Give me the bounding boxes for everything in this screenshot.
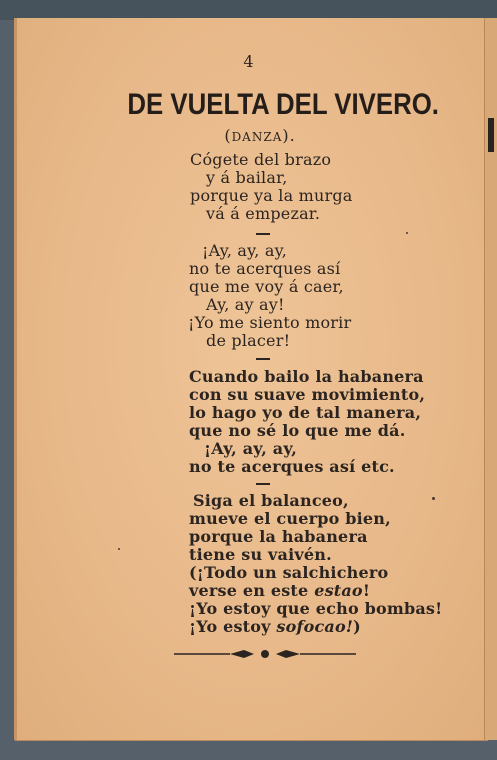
verse-line: mueve el cuerpo bien, <box>189 509 391 528</box>
verse-line: Siga el balanceo, <box>193 491 349 510</box>
verse-line: no te acerques así <box>189 259 341 278</box>
paper-speck <box>118 548 120 550</box>
verse-line: que me voy á caer, <box>189 277 344 296</box>
verse-line: Cógete del brazo <box>190 150 332 169</box>
verse-line: ¡Yo me siento morir <box>188 313 352 332</box>
verse-line: lo hago yo de tal manera, <box>189 403 422 422</box>
stanza-divider <box>256 233 270 235</box>
verse-line: ¡Ay, ay, ay, <box>204 439 298 458</box>
paper-speck <box>406 232 408 234</box>
subtitle-genre: DANZA <box>231 130 283 144</box>
verse-line <box>189 618 361 636</box>
verse-line: y á bailar, <box>206 168 288 187</box>
verse-text: verse en este <box>189 581 315 600</box>
verse-line: tiene su vaivén. <box>189 545 332 564</box>
verse-line: no te acerques así etc. <box>189 457 395 476</box>
verse-line: porque la habanera <box>189 527 368 546</box>
verse-text: ¡Yo estoy <box>189 617 277 636</box>
paper-speck <box>432 497 435 500</box>
verse-line <box>189 582 370 600</box>
subtitle-open-paren: ( <box>224 126 232 145</box>
verse-text: ) <box>353 617 361 636</box>
stanza-divider <box>256 483 270 485</box>
verse-line: Cuando bailo la habanera <box>189 367 424 386</box>
verse-line: ¡Yo estoy que echo bombas! <box>189 599 443 618</box>
verse-line: (¡Todo un salchichero <box>189 563 389 582</box>
verse-line: vá á empezar. <box>206 204 321 223</box>
verse-line: Ay, ay ay! <box>206 295 285 314</box>
verse-line: ¡Ay, ay, ay, <box>202 241 287 260</box>
stanza-divider <box>256 358 270 360</box>
page-number: 4 <box>243 52 254 71</box>
verse-italic-word: sofocao! <box>276 617 354 636</box>
verse-text: ! <box>362 581 371 600</box>
verse-line: que no sé lo que me dá. <box>189 421 406 440</box>
verse-line: con su suave movimiento, <box>189 385 426 404</box>
verse-italic-word: estao <box>314 581 363 600</box>
verse-line: porque ya la murga <box>190 186 353 205</box>
song-title: DE VUELTA DEL VIVERO. <box>127 88 439 121</box>
verse-line: de placer! <box>206 331 291 350</box>
subtitle-close-paren: ). <box>282 126 296 145</box>
decorative-divider-ornament <box>174 648 356 660</box>
